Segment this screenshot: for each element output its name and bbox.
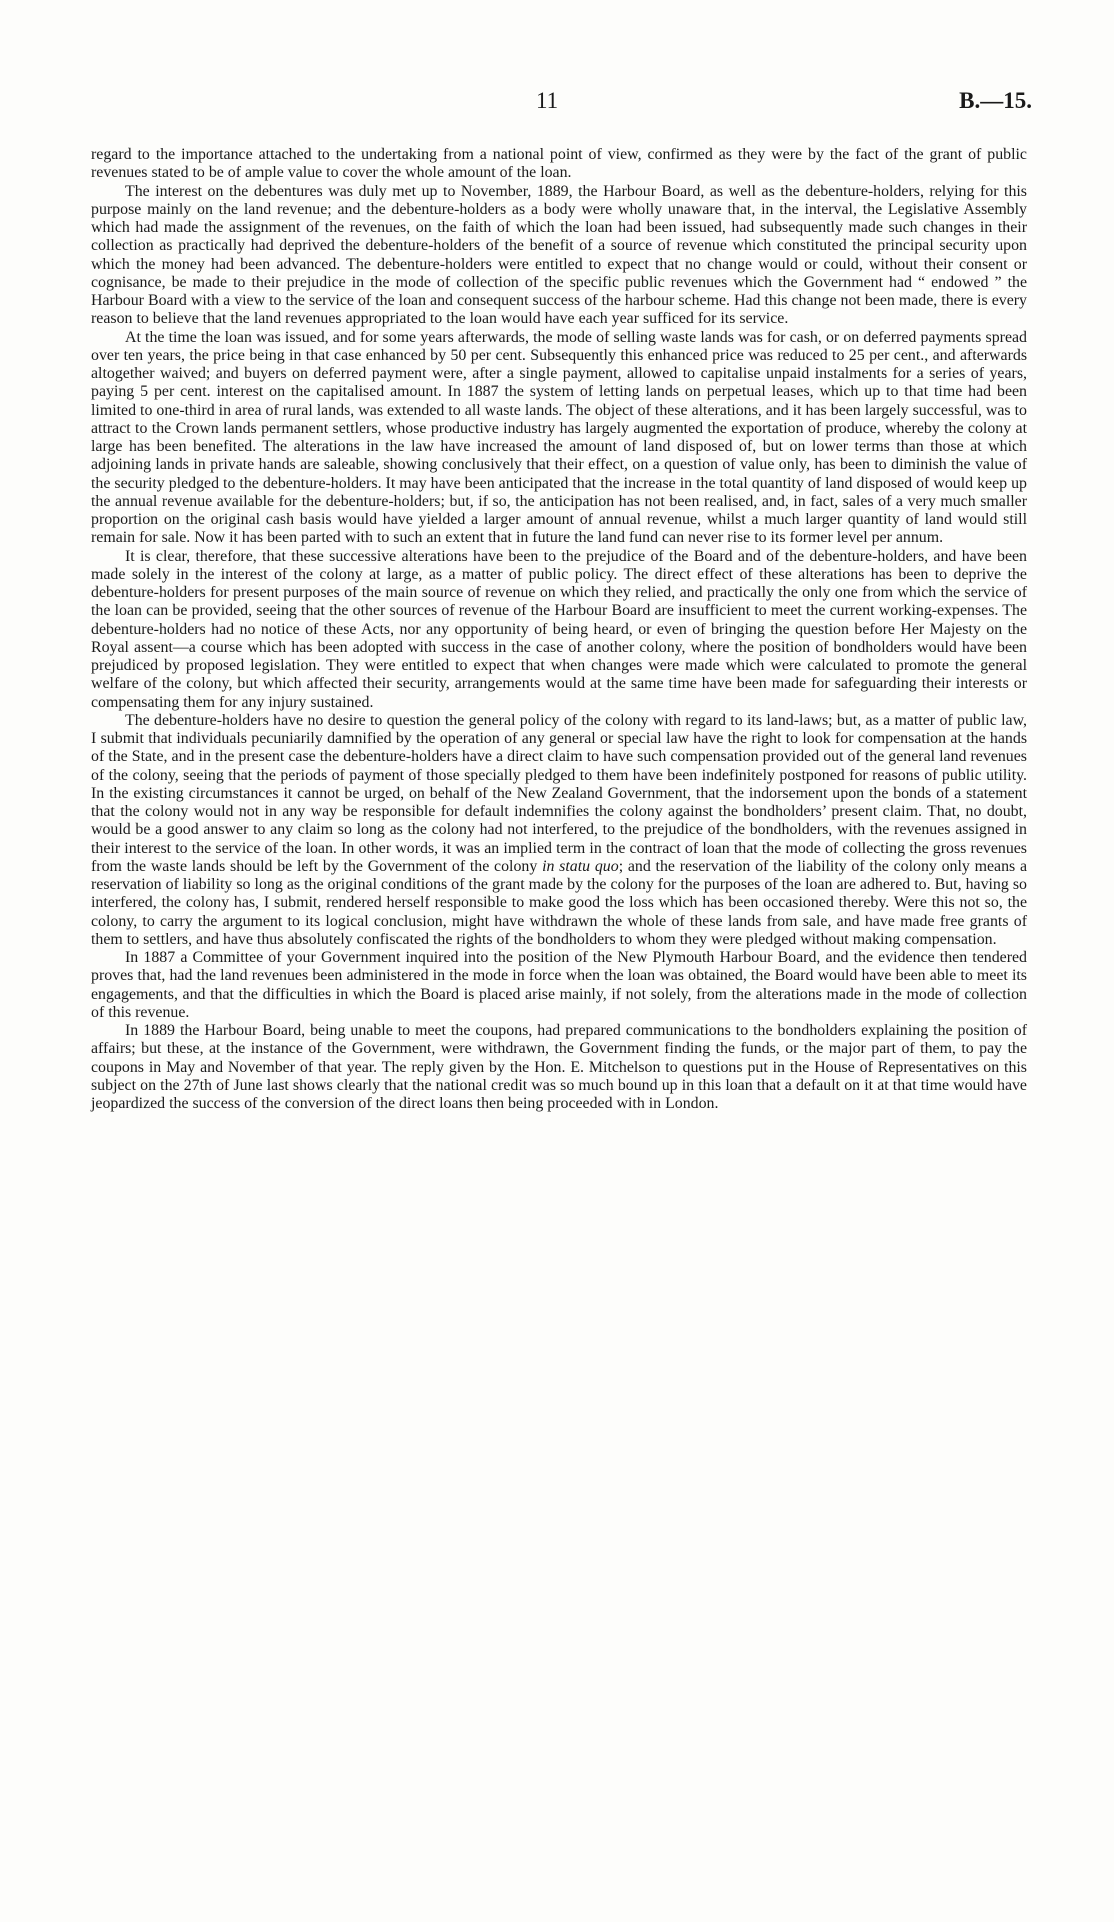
paragraph-continuation: regard to the importance attached to the undertaking from a national point of view, confirmed as they were by the fact of the grant of public revenues stated to be of ample value to cover the whole amount of the loan. [91, 146, 1027, 182]
page-number: 11 [536, 88, 559, 113]
body-text [91, 146, 1027, 1113]
page-header [0, 88, 1114, 118]
paragraph-committee-1887: In 1887 a Committee of your Government inquired into the position of the New Plymouth Harbour Board, and the evidence then tendered proves that, had the land revenues been administered in the mode in force when the loan was obtained, the Board would have been able to meet its engagements, and that the difficulties in which the Board is placed arise mainly, if not solely, from the alterations made in the mode of collection of this revenue. [91, 949, 1027, 1021]
paragraph-compensation-claim-part-1: The debenture-holders have no desire to question the general policy of the colony with regard to its land-laws; but, as a matter of public law, I submit that individuals pecuniarily damnified by the operation of any general or special law have the right to look for compensation at the hands of the State, and in the present case the debenture-holders have a direct claim to have such compensation provided out of the general land revenues of the colony, seeing that the periods of payment of those specially pledged to them have been indefinitely postponed for reasons of public utility. In the existing circumstances it cannot be urged, on behalf of the New Zealand Government, that the indorsement upon the bonds of a statement that the colony would not in any way be responsible for default indemnifies the colony against the bondholders’ present claim. That, no doubt, would be a good answer to any claim so long as the colony had not interfered, to the prejudice of the bondholders, with the revenues assigned in their interest to the service of the loan. In other words, it was an implied term in the contract of loan that the mode of collecting the gross revenues from the waste lands should be left by the Government of the colony [91, 711, 1027, 875]
paragraph-interest-debentures: The interest on the debentures was duly met up to November, 1889, the Harbour Board, as well as the debenture-holders, relying for this purpose mainly on the land revenue; and the debenture-holders as a body were wholly unaware that, in the interval, the Legislative Assembly which had made the assignment of the revenues, on the faith of which the loan had been issued, had subsequently made such changes in their collection as practically had deprived the debenture-holders of the benefit of a source of revenue which constituted the principal security upon which the money had been advanced. The debenture-holders were entitled to expect that no change would or could, without their consent or cognisance, be made to their prejudice in the mode of collection of the specific public revenues which the Government had “ endowed ” the Harbour Board with a view to the service of the loan and consequent success of the harbour scheme. Had this change not been made, there is every reason to believe that the land revenues appropriated to the loan would have each year sufficed for its service. [91, 182, 1027, 328]
paragraph-coupons-1889: In 1889 the Harbour Board, being unable to meet the coupons, had prepared communications to the bondholders explaining the position of affairs; but these, at the instance of the Government, were withdrawn, the Government finding the funds, or the major part of them, to pay the coupons in May and November of that year. The reply given by the Hon. E. Mitchelson to questions put in the House of Representatives on this subject on the 27th of June last shows clearly that the national credit was so much bound up in this loan that a default on it at that time would have jeopardized the success of the conversion of the direct loans then being proceeded with in London. [91, 1022, 1027, 1112]
document-reference: B.—15. [959, 88, 1032, 113]
paragraph-waste-lands-sale: At the time the loan was issued, and for some years afterwards, the mode of selling waste lands was for cash, or on deferred payments spread over ten years, the price being in that case enhanced by 50 per cent. Subsequently this enhanced price was reduced to 25 per cent., and afterwards altogether waived; and buyers on deferred payment were, after a single payment, allowed to capitalise unpaid instalments for a series of years, paying 5 per cent. interest on the capitalised amount. In 1887 the system of letting lands on perpetual leases, which up to that time had been limited to one-third in area of rural lands, was extended to all waste lands. The object of these alterations, and it has been largely successful, was to attract to the Crown lands permanent settlers, whose productive industry has largely augmented the exportation of produce, whereby the colony at large has been benefited. The alterations in the law have increased the amount of land disposed of, but on lower terms than those at which adjoining lands in private hands are saleable, showing conclusively that their effect, on a question of value only, has been to diminish the value of the security pledged to the debenture-holders. It may have been anticipated that the increase in the total quantity of land disposed of would keep up the annual revenue available for the debenture-holders; but, if so, the anticipation has not been realised, and, in fact, sales of a very much smaller proportion on the original cash basis would have yielded a larger amount of annual revenue, whilst a much larger quantity of land would still remain for sale. Now it has been parted with to such an extent that in future the land fund can never rise to its former level per annum. [91, 328, 1027, 547]
paragraph-compensation-claim [91, 712, 1027, 949]
paragraph-prejudice-alterations: It is clear, therefore, that these successive alterations have been to the prejudice of the Board and of the debenture-holders, and have been made solely in the interest of the colony at large, as a matter of public policy. The direct effect of these alterations has been to deprive the debenture-holders for present purposes of the main source of revenue on which they relied, and practically the only one from which the service of the loan can be provided, seeing that the other sources of revenue of the Harbour Board are insufficient to meet the current working-expenses. The debenture-holders had no notice of these Acts, nor any opportunity of being heard, or even of bringing the question before Her Majesty on the Royal assent—a course which has been adopted with success in the case of another colony, where the position of bondholders would have been prejudiced by proposed legislation. They were entitled to expect that when changes were made which were calculated to promote the general welfare of the colony, but which affected their security, arrangements would at the same time have been made for safeguarding their interests or compensating them for any injury sustained. [91, 547, 1027, 711]
paragraph-compensation-claim-part-2: ; and the reservation of the liability of the colony only means a reservation of liability so long as the original conditions of the grant made by the colony for the purposes of the loan are adhered to. But, having so interfered, the colony has, I submit, rendered herself responsible to make good the loss which has been occasioned thereby. Were this not so, the colony, to carry the argument to its logical conclusion, might have withdrawn the whole of these lands from sale, and have made free grants of them to settlers, and have thus absolutely confiscated the rights of the bondholders to whom they were pledged without making compensation. [91, 857, 1028, 948]
italic-phrase-statu-quo: in statu quo [542, 857, 619, 875]
